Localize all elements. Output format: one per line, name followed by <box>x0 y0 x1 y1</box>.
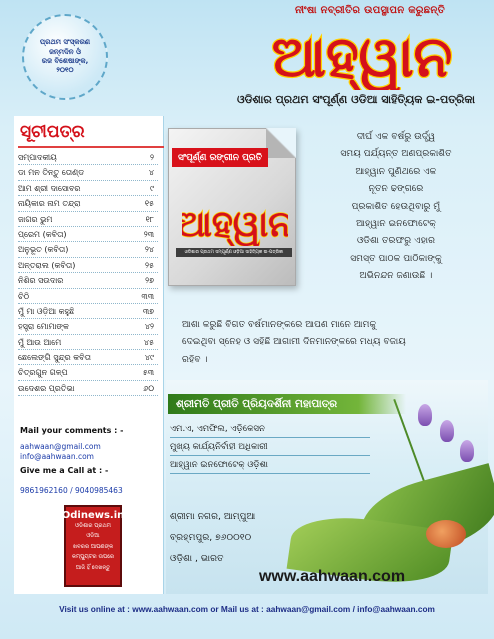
email-link[interactable]: aahwaan@gmail.com <box>20 442 101 451</box>
address-line: ଓଡ଼ିଶା , ଭାରତ <box>170 553 224 564</box>
odinews-title: Odinews.in <box>61 510 125 521</box>
intro-line: ନୂତନ ଢଙ୍ଗରେ <box>368 183 424 195</box>
toc-divider <box>18 146 164 148</box>
email-link[interactable]: info@aahwaan.com <box>20 452 94 461</box>
intro-line: ସମସ୍ତ ପାଠକ ପାଠିକାଙ୍କୁ <box>350 252 442 264</box>
odinews-ad[interactable] <box>61 505 125 587</box>
intro-line: ପ୍ରକାଶିତ ହେଉଥିବାରୁ ମୁଁ <box>351 200 441 212</box>
odinews-line: କମ୍ପ୍ୟୁଟର ଉପରେ <box>71 554 115 561</box>
editorial-body <box>182 316 482 368</box>
toc-item-page: ୯ <box>150 183 154 193</box>
toc-item-label: ଆମ ଶ୍ରୀ ଦାସୋବର <box>18 183 81 193</box>
card-logo <box>182 196 288 246</box>
toc-item-page: ୪୫ <box>143 337 154 347</box>
page-fold-corner <box>266 128 296 158</box>
intro-line: ସମୟ ପର୍ଯ୍ୟନ୍ତ ଅଣପ୍ରକାଶିତ <box>340 148 452 160</box>
editor-detail-line: ଆହ୍ୱାନ ଇନଫୋଟେକ୍ ଓଡ଼ିଶା <box>170 456 370 474</box>
toc-item[interactable] <box>18 181 158 196</box>
call-label: Give me a Call at : - <box>20 466 109 475</box>
header-tagline: ନୀଂଷା ନବ୍ରୀତିର ଉପସ୍ଥାପନ କରୁଛନ୍ତି <box>294 5 446 16</box>
toc-item[interactable] <box>18 227 158 242</box>
toc-item-label: ଚିଠି <box>18 291 30 301</box>
address-line: ଶ୍ରୀମା ନଗର, ଆମ୍ପୁଆ <box>170 511 256 522</box>
toc-item[interactable] <box>18 165 158 180</box>
toc-item-page: ୧୫ <box>144 199 154 209</box>
toc-list <box>18 150 158 396</box>
toc-item-label: ନିଶିର ସଉଦାର <box>18 276 64 286</box>
editor-details <box>170 420 370 474</box>
toc-item-label: ହସ୍ତ୍ରା ମୋମାଙ୍କ <box>18 322 69 332</box>
toc-item-page: ୫୩ <box>142 368 154 378</box>
website-url[interactable]: www.aahwaan.com <box>258 568 406 585</box>
body-line: ରହିବ । <box>182 353 208 365</box>
toc-item-label: ମୁଁ ମା ଓଡ଼ିଆ କହୁଛି <box>18 306 75 316</box>
intro-line: ଅଭିନନ୍ଦନ ଜଣାଉଛି । <box>359 270 433 282</box>
toc-item[interactable] <box>18 381 158 396</box>
intro-line: ଆହ୍ୱାନ ପୁଣିଥରେ ଏକ <box>355 165 437 177</box>
badge-line: ୨୦୧୦ <box>56 66 74 75</box>
toc-item-label: ପ୍ରେମ (କବିତା) <box>18 229 67 239</box>
toc-item-page: ୪ <box>148 168 154 178</box>
logo-graphic <box>240 18 484 90</box>
toc-item-page: ୨୫ <box>145 260 154 270</box>
header-subtitle: ଓଡିଶାର ପ୍ରଥମ ସଂପୂର୍ଣ୍ଣ ଓଡିଆ ସାହିତ୍ୟିକ ଇ-ପତ୍ରିକା <box>236 93 476 106</box>
phone-numbers: 9861962160 / 9040985463 <box>20 486 123 495</box>
odinews-line: ଓଡିଶାର ପ୍ରଥମ ଓଡିଆ <box>75 523 111 540</box>
editor-address <box>170 506 370 569</box>
edition-badge <box>22 14 108 100</box>
card-logo-graphic <box>182 196 288 246</box>
toc-item-page: ୨୭ <box>145 276 154 286</box>
toc-item-page: ୪୯ <box>144 353 154 363</box>
body-line: ଆଶା କରୁଛି ବିଗତ ବର୍ଷମାନଙ୍କରେ ଆପଣ ମାନେ ଆମକୁ <box>182 319 377 330</box>
toc-item-label: ଜାଗର ଭୁମ <box>18 214 53 224</box>
intro-line: ଓଡିଶା ତରଫରୁ ଏହାର <box>356 235 436 247</box>
toc-item-label: ଅନୁଭୂତ (କବିତା) <box>18 245 69 255</box>
intro-line: ଦୀର୍ଘ ଏକ ବର୍ଷରୁ ଉର୍ଦ୍ଧ୍ୱ <box>356 131 436 142</box>
toc-item[interactable] <box>18 335 158 350</box>
toc-item[interactable] <box>18 196 158 211</box>
badge-line: ରଜ ବିଶେଷାଙ୍କ, <box>41 57 89 65</box>
footer-contact: Visit us online at : www.aahwaan.com or Mail us at : aahwaan@gmail.com / info@aahwaan.com <box>59 604 435 614</box>
toc-item[interactable] <box>18 150 158 165</box>
bellflower <box>418 404 432 426</box>
toc-item-page: ୨ <box>150 153 154 162</box>
bellflower <box>460 440 474 462</box>
toc-item[interactable] <box>18 289 158 304</box>
editorial-intro <box>306 128 486 285</box>
editor-detail-line: ଏମ.ଏ, ଏମଫିଲ, ଏଡ଼ିକେସନ <box>170 420 370 438</box>
toc-item-label: ଅନ୍ତରାଲ (କବିତା) <box>18 260 76 270</box>
intro-line: ଆହ୍ୱାନ ଇନଫୋଟେକ୍ <box>356 218 436 230</box>
editor-name: ଶ୍ରୀମତି ପ୍ରୀତି ପ୍ରିୟଦର୍ଶିନୀ ମହାପାତ୍ର <box>168 394 406 414</box>
toc-item-label: ଚିତ୍ରଗୁନ ଗଳ୍ପ <box>18 368 68 378</box>
bellflower <box>440 420 454 442</box>
toc-title: ସୂଚୀପତ୍ର <box>20 122 85 142</box>
toc-item-label: ଛେଲେଙ୍ଗି ସୁନ୍ଦ୍ର କବିତା <box>18 353 91 363</box>
card-logo-text: ଆହ୍ୱାନ <box>182 204 288 245</box>
toc-item[interactable] <box>18 350 158 365</box>
odinews-line: ଖବରର ଆପଣଙ୍କ <box>72 543 114 550</box>
aahwaan-logo <box>240 18 484 90</box>
full-color-banner: ସଂପୂର୍ଣ୍ଣ ରଙ୍ଗୀନ ପ୍ରତି <box>172 148 268 167</box>
toc-item-page: ୬୦ <box>143 383 154 393</box>
mail-comments-label: Mail your comments : - <box>20 426 124 435</box>
logo-text: ଆହ୍ୱାନ <box>271 25 453 90</box>
toc-item-page: ୧୮ <box>145 214 154 224</box>
toc-item[interactable] <box>18 242 158 257</box>
body-line: ଦେଇଥିବା ସ୍ନେହ ଓ ସହିଛି ଆଗାମୀ ଦିନମାନଙ୍କରେ ମଧ୍ୟ ବଜାୟ <box>182 336 406 348</box>
toc-item-label: ନାୟିକାର ନାମ ତନ୍ଦ୍ରା <box>18 199 81 209</box>
odinews-line: ଆଜି ହିଁ ଦେଖନ୍ତୁ <box>75 564 111 571</box>
toc-item-label: ଡା ମନ ତିନ୍ତୁ ତୋଣ୍ଡ <box>18 168 85 178</box>
toc-item[interactable] <box>18 304 158 319</box>
toc-item-page: ୩୩ <box>141 291 154 301</box>
toc-item[interactable] <box>18 258 158 273</box>
toc-item[interactable] <box>18 212 158 227</box>
frog <box>426 520 466 548</box>
toc-item-page: ୨୪ <box>144 245 154 255</box>
address-line: ବ୍ରହ୍ମପୁର, ୭୬୦୦୧୦ <box>170 532 252 543</box>
toc-item-label: ସମ୍ପାଦକୀୟ <box>18 153 57 162</box>
toc-item-label: ଉଦେଶର ପ୍ରତିଭା <box>18 383 75 393</box>
toc-item-page: ୩୭ <box>142 306 154 316</box>
toc-item-page: ୪୨ <box>144 322 154 332</box>
card-caption: ଓଡିଶାର ପ୍ରଥମ ସମ୍ପୂର୍ଣ୍ଣ ଓଡ଼ିଆ ସାହିତ୍ୟିକ ଇ-ପତ୍ରିକା <box>176 248 292 257</box>
toc-item[interactable] <box>18 365 158 380</box>
toc-item[interactable] <box>18 319 158 334</box>
toc-item[interactable] <box>18 273 158 288</box>
toc-item-page: ୨୩ <box>143 229 154 239</box>
toc-item-label: ମୁଁ ଆଉ ଆମେ <box>18 337 62 347</box>
badge-line: ପ୍ରଥମ ସଂସ୍କରଣ <box>39 38 91 47</box>
editor-detail-line: ମୁଖ୍ୟ କାର୍ଯ୍ୟନିର୍ବାହୀ ଅଧିକାରୀ <box>170 438 370 456</box>
badge-line: ଜନ୍ମଦିନ ଓଁ <box>49 47 81 56</box>
